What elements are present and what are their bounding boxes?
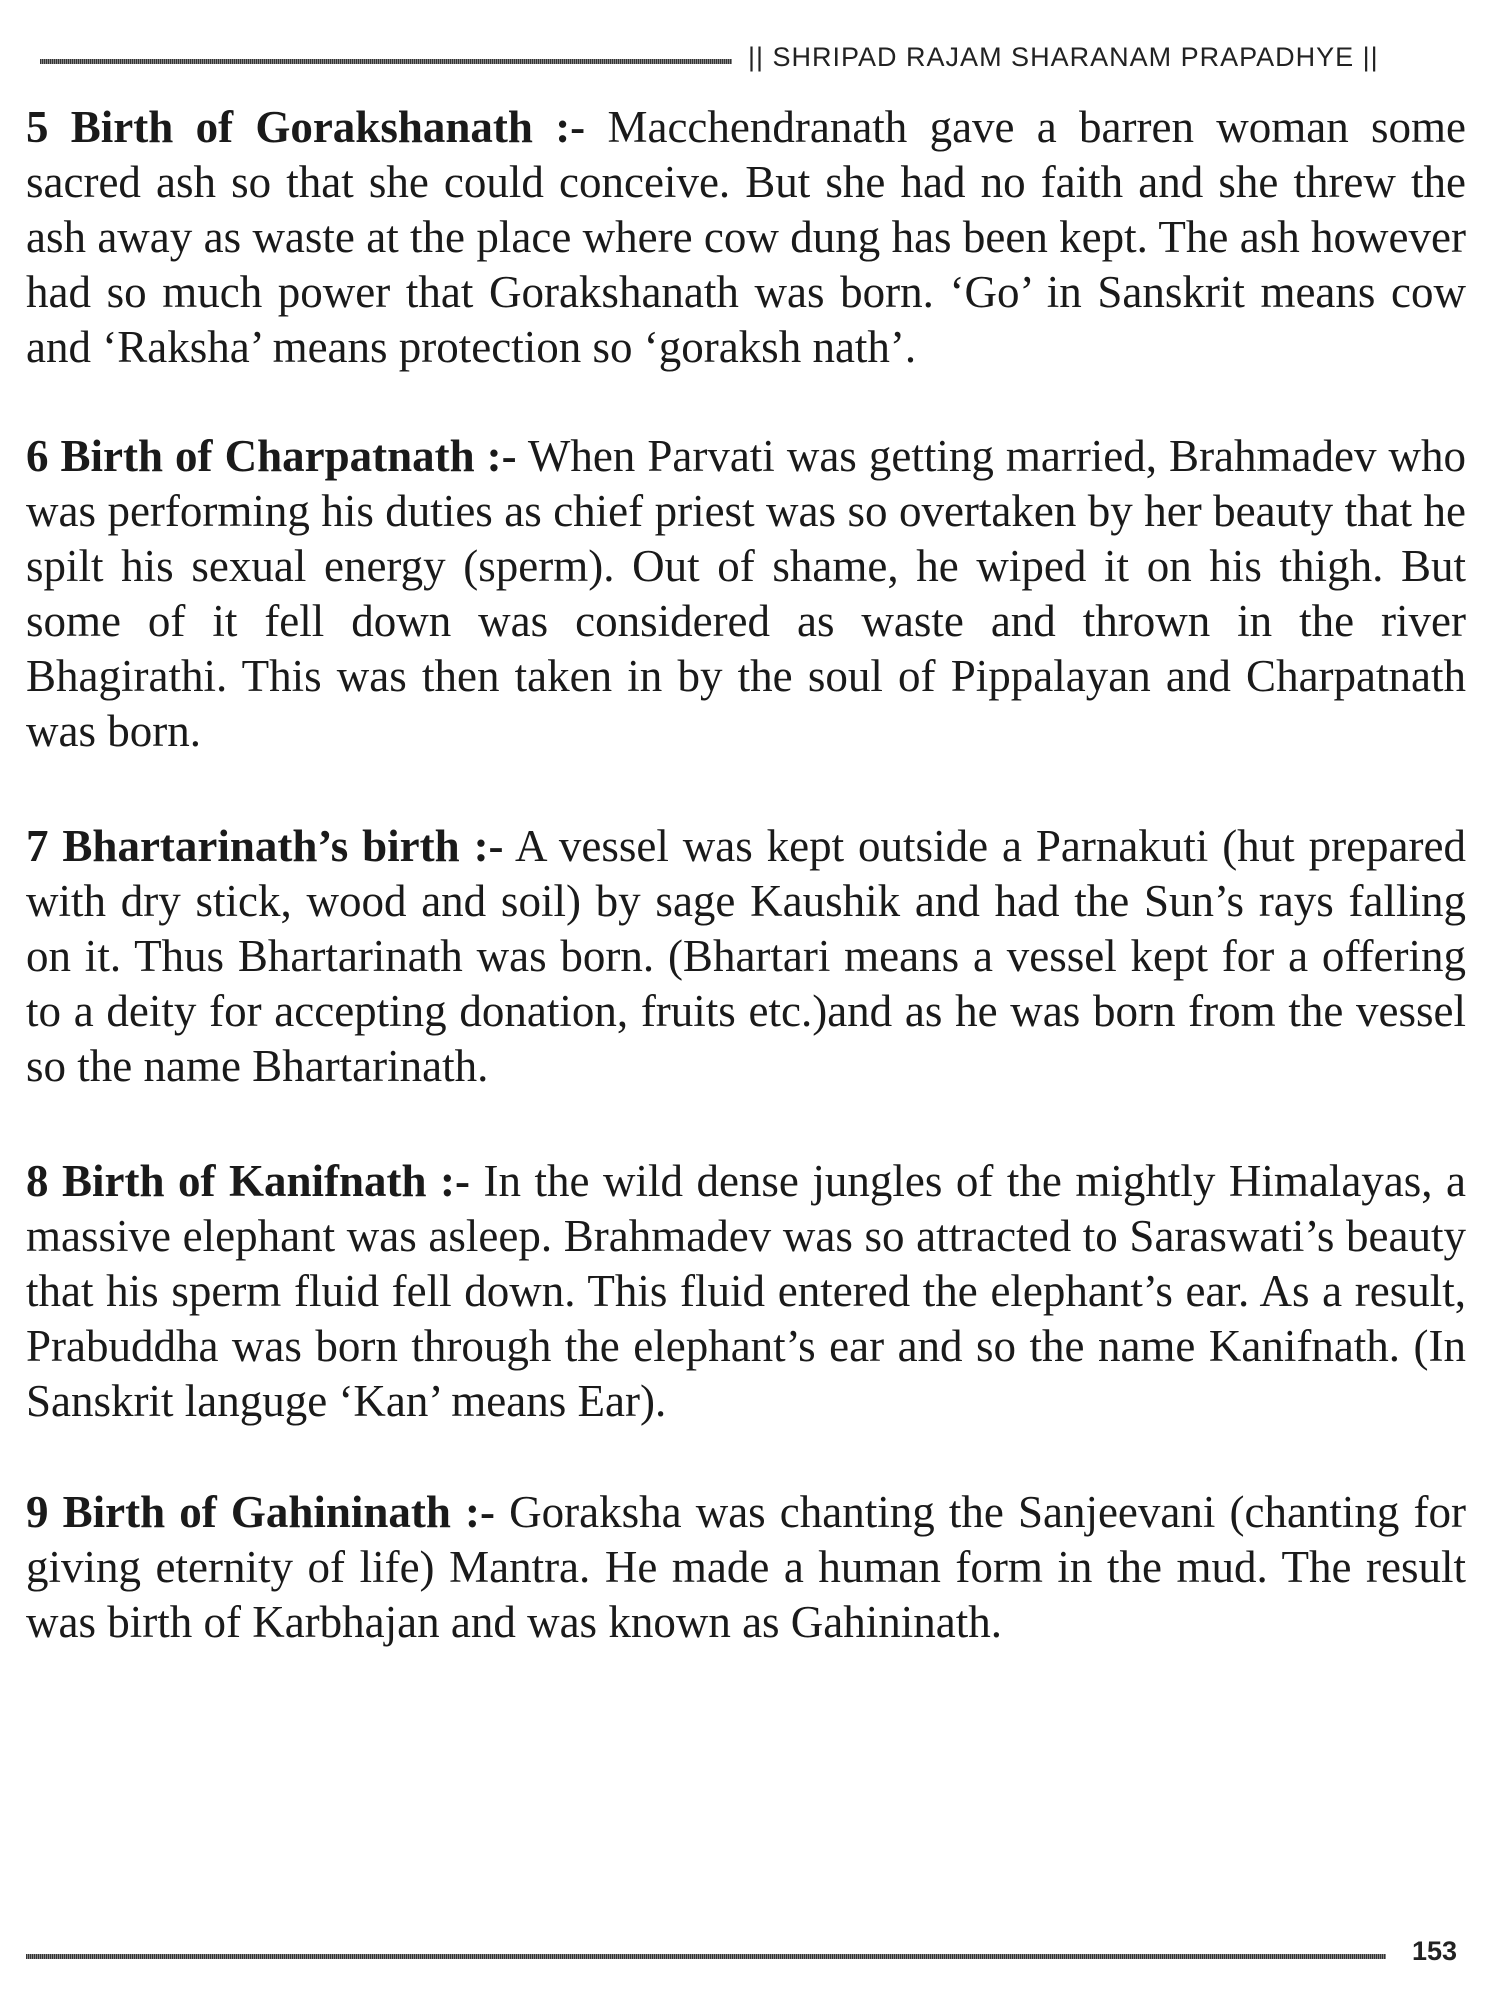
entry-body: A vessel was kept outside a Parnakuti (hut prepared with dry stick, wood and soil) by sage Kaushik and had the Sun’s rays falling on it. Thus Bhartarinath was born. (Bhartari means a vessel kept for a offering to a deity for accepting donation, fruits etc.)and as he was born from the vessel so the name Bhartarinath. <box>26 821 1466 1091</box>
page-header <box>40 38 1480 78</box>
entry-heading: 9 Birth of Gahininath :- <box>26 1487 496 1537</box>
page-footer <box>26 1936 1476 1976</box>
entry-kanifnath <box>26 1154 1466 1429</box>
entry-heading: 5 Birth of Gorakshanath :- <box>26 102 586 152</box>
page-content <box>26 100 1466 1704</box>
entry-gorakshanath <box>26 100 1466 375</box>
entry-heading: 6 Birth of Charpatnath :- <box>26 431 517 481</box>
header-rule <box>40 59 732 64</box>
entry-bhartarinath <box>26 819 1466 1094</box>
entry-heading: 7 Bhartarinath’s birth :- <box>26 821 504 871</box>
entry-body: When Parvati was getting married, Brahmadev who was performing his duties as chief priest was so overtaken by her beauty that he spilt his sexual energy (sperm). Out of shame, he wiped it on his thigh. But some of it fell down was considered as waste and thrown in the river Bhagirathi. This was then taken in by the soul of Pippalayan and Charpatnath was born. <box>26 431 1467 756</box>
page-number: 153 <box>1412 1936 1458 1966</box>
entry-body: Macchendranath gave a barren woman some sacred ash so that she could conceive. But she had no faith and she threw the ash away as waste at the place where cow dung has been kept. The ash however had so much power that Gorakshanath was born. ‘Go’ in Sanskrit means cow and ‘Raksha’ means protection so ‘goraksh nath’. <box>26 102 1466 372</box>
footer-rule <box>26 1954 1386 1959</box>
entry-gahininath <box>26 1485 1466 1650</box>
entry-body: Goraksha was chanting the Sanjeevani (chanting for giving eternity of life) Mantra. He made a human form in the mud. The result was birth of Karbhajan and was known as Gahininath. <box>26 1487 1467 1647</box>
entry-charpatnath <box>26 429 1466 759</box>
running-title: || SHRIPAD RAJAM SHARANAM PRAPADHYE || <box>748 42 1379 72</box>
entry-heading: 8 Birth of Kanifnath :- <box>26 1156 470 1206</box>
entry-body: In the wild dense jungles of the mightly Himalayas, a massive elephant was asleep. Brahmadev was so attracted to Saraswati’s beauty that his sperm fluid fell down. This fluid entered the elephant’s ear. As a result, Prabuddha was born through the elephant’s ear and so the name Kanifnath. (In Sanskrit languge ‘Kan’ means Ear). <box>26 1156 1467 1426</box>
